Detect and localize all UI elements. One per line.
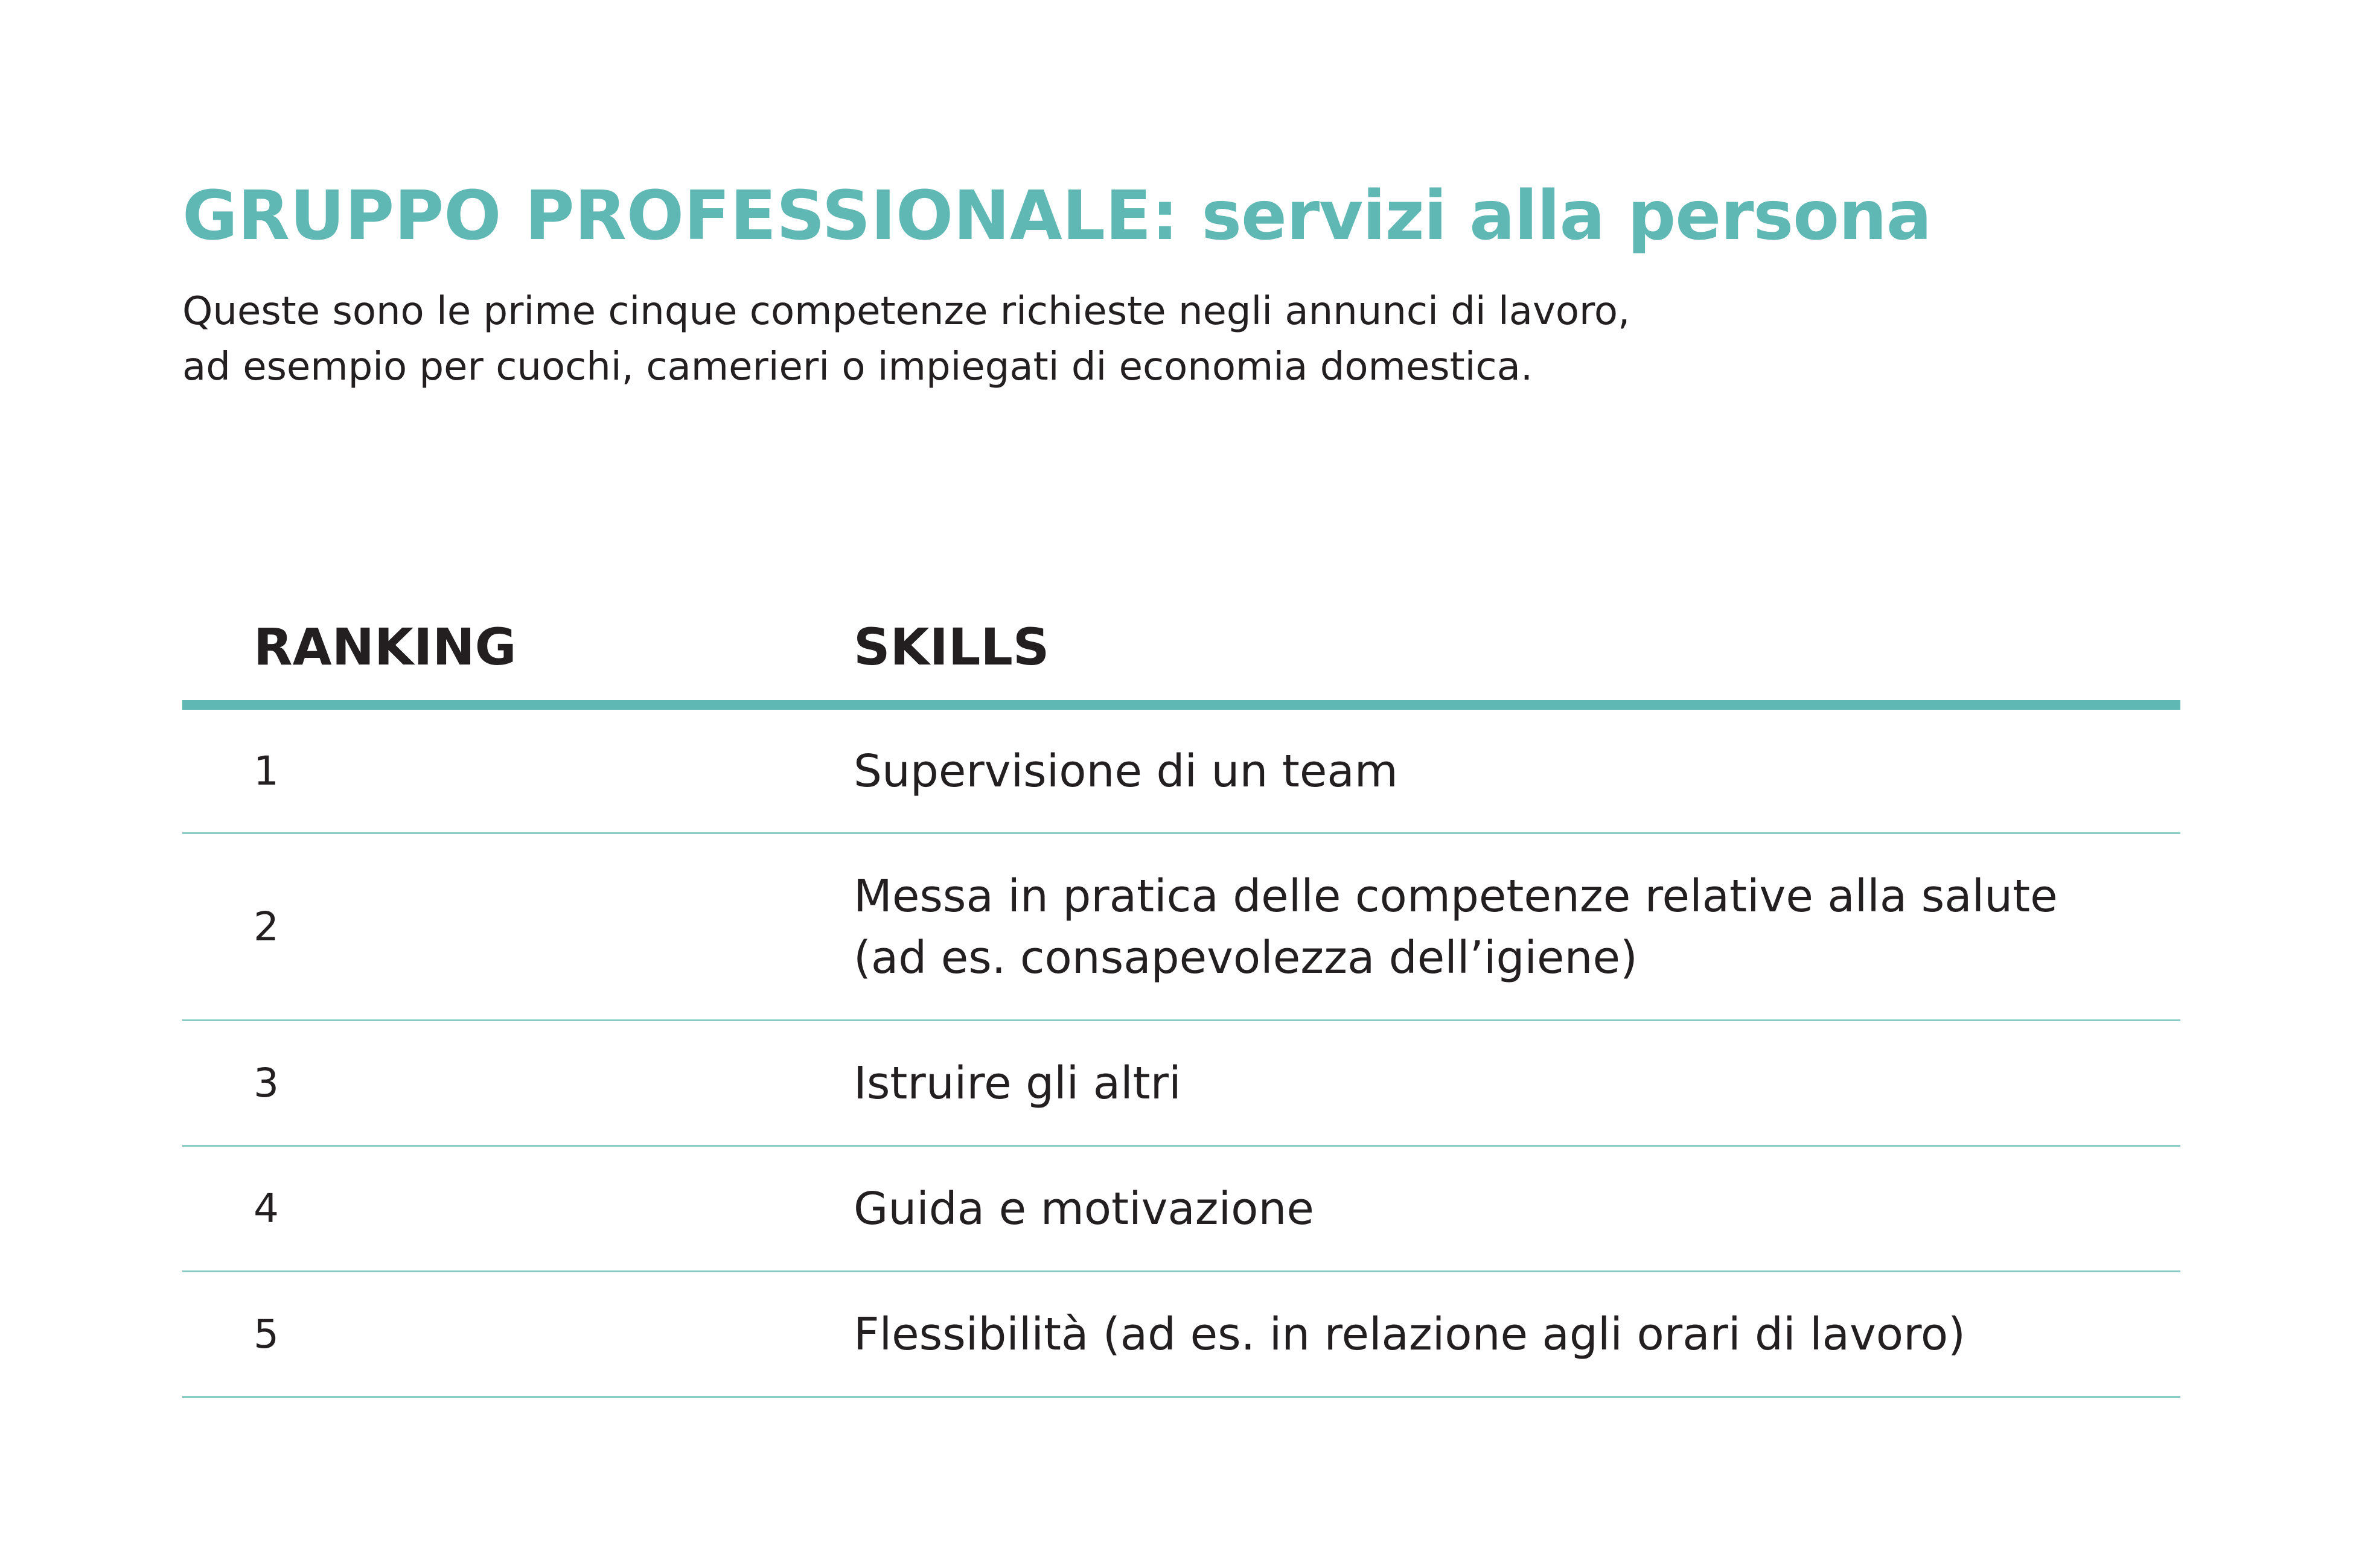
- page-title: [182, 174, 1931, 258]
- skill-cell: [854, 865, 2151, 989]
- table-row: [182, 1147, 2180, 1272]
- skill-cell: [854, 1178, 2151, 1240]
- title-prefix: GRUPPO PROFESSIONALE:: [182, 177, 1179, 255]
- rank-cell: 2: [254, 903, 279, 950]
- skill-text: Guida e motivazione: [854, 1182, 1314, 1235]
- table-header: [182, 598, 2180, 710]
- table-row: [182, 710, 2180, 834]
- table-row: [182, 1021, 2180, 1147]
- skills-table: [182, 598, 2180, 1398]
- skill-text: Istruire gli altri: [854, 1057, 1181, 1109]
- column-header-skills: SKILLS: [854, 617, 1050, 677]
- title-suffix: servizi alla persona: [1201, 177, 1932, 255]
- rank-cell: 3: [254, 1059, 279, 1106]
- table-row: [182, 1272, 2180, 1398]
- skill-cell: [854, 1053, 2151, 1114]
- intro-line-1: Queste sono le prime cinque competenze richieste negli annunci di lavoro,: [182, 289, 1630, 334]
- skill-text: (ad es. consapevolezza dell’igiene): [854, 931, 1638, 984]
- skill-cell: [854, 1304, 2151, 1365]
- skill-text: Supervisione di un team: [854, 745, 1398, 797]
- table-row: [182, 834, 2180, 1021]
- skill-cell: [854, 741, 2151, 802]
- column-header-ranking: RANKING: [254, 617, 517, 677]
- intro-text: [182, 284, 1691, 395]
- rank-cell: 5: [254, 1310, 279, 1357]
- skill-text: Flessibilità (ad es. in relazione agli orari di lavoro): [854, 1308, 1966, 1360]
- intro-line-2: ad esempio per cuochi, camerieri o impiegati di economia domestica.: [182, 345, 1533, 389]
- rank-cell: 1: [254, 747, 279, 794]
- skill-text: Messa in pratica delle competenze relative alla salute: [854, 870, 2058, 922]
- rank-cell: 4: [254, 1185, 279, 1232]
